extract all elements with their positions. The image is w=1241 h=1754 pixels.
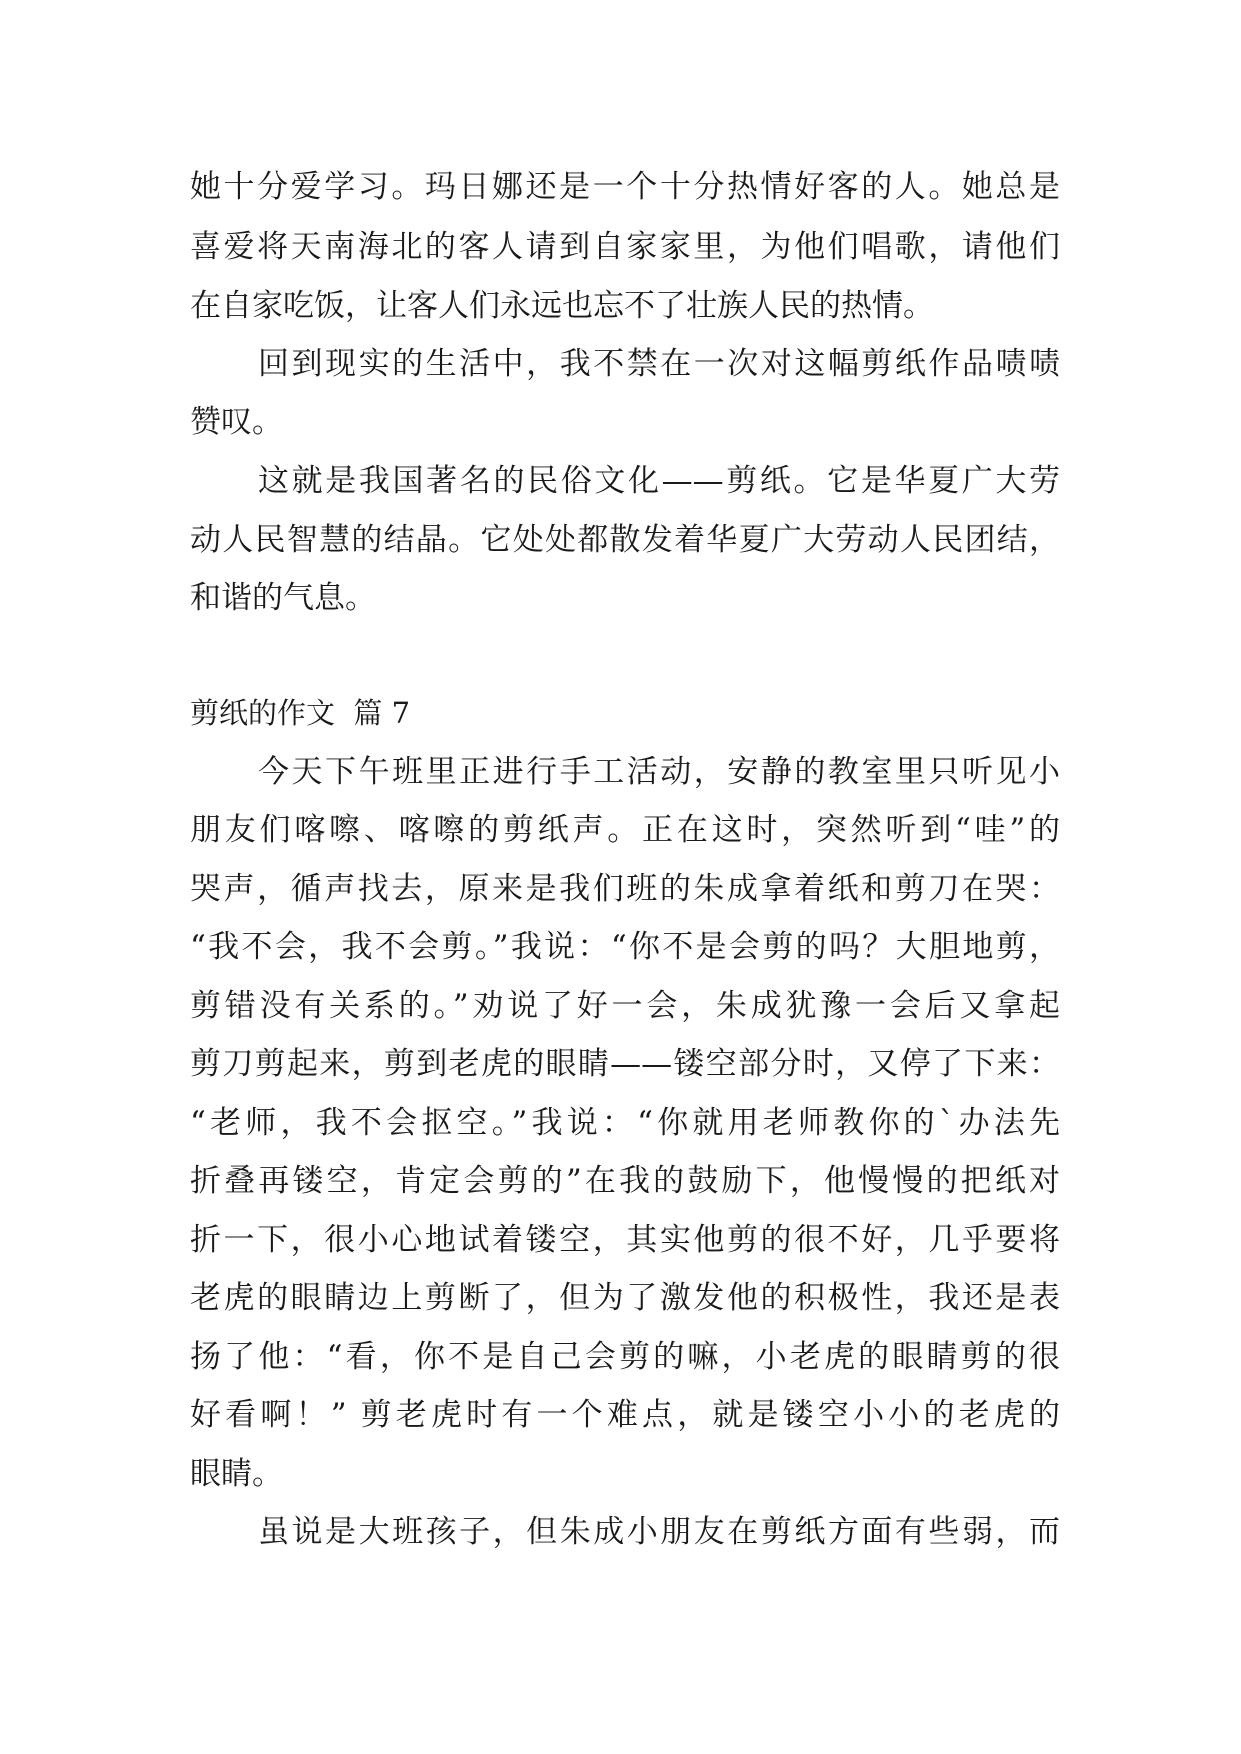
paragraph-first-line: 今天下午班里正进行手工活动，安静的教室里只听见小	[258, 754, 1060, 790]
text-line: “老师，我不会抠空。”我说：“你就用老师教你的`办法先	[190, 1105, 1060, 1141]
text-line: 哭声，循声找去，原来是我们班的朱成拿着纸和剪刀在哭：	[190, 871, 1060, 907]
text-line: 折叠再镂空，肯定会剪的”在我的鼓励下，他慢慢的把纸对	[190, 1163, 1060, 1199]
paragraph-first-line: 这就是我国著名的民俗文化——剪纸。它是华夏广大劳	[258, 463, 1060, 499]
text-line: 在自家吃饭，让客人们永远也忘不了壮族人民的热情。	[190, 288, 934, 324]
paragraph-first-line: 回到现实的生活中，我不禁在一次对这幅剪纸作品啧啧	[258, 346, 1060, 382]
text-line: 好看啊！” 剪老虎时有一个难点，就是镂空小小的老虎的	[190, 1397, 1060, 1433]
text-line: 扬了他：“看，你不是自己会剪的嘛，小老虎的眼睛剪的很	[190, 1339, 1060, 1375]
text-line: 朋友们喀嚓、喀嚓的剪纸声。正在这时，突然听到“哇”的	[190, 812, 1060, 848]
text-line: “我不会，我不会剪。”我说：“你不是会剪的吗？大胆地剪，	[190, 929, 1060, 965]
text-line: 动人民智慧的结晶。它处处都散发着华夏广大劳动人民团结，	[190, 522, 1060, 558]
text-line: 剪刀剪起来，剪到老虎的眼睛——镂空部分时，又停了下来：	[190, 1046, 1060, 1082]
text-line: 眼睛。	[190, 1456, 283, 1492]
text-line: 赞叹。	[190, 404, 283, 440]
paragraph-first-line: 虽说是大班孩子，但朱成小朋友在剪纸方面有些弱，而	[258, 1514, 1060, 1550]
text-line: 和谐的气息。	[190, 580, 376, 616]
text-line: 喜爱将天南海北的客人请到自家家里，为他们唱歌，请他们	[190, 229, 1060, 265]
text-line: 老虎的眼睛边上剪断了，但为了激发他的积极性，我还是表	[190, 1280, 1060, 1316]
text-line: 折一下，很小心地试着镂空，其实他剪的很不好，几乎要将	[190, 1222, 1060, 1258]
text-line: 她十分爱学习。玛日娜还是一个十分热情好客的人。她总是	[190, 169, 1060, 205]
text-line: 剪错没有关系的。”劝说了好一会，朱成犹豫一会后又拿起	[190, 988, 1060, 1024]
section-heading: 剪纸的作文 篇 7	[190, 696, 411, 730]
